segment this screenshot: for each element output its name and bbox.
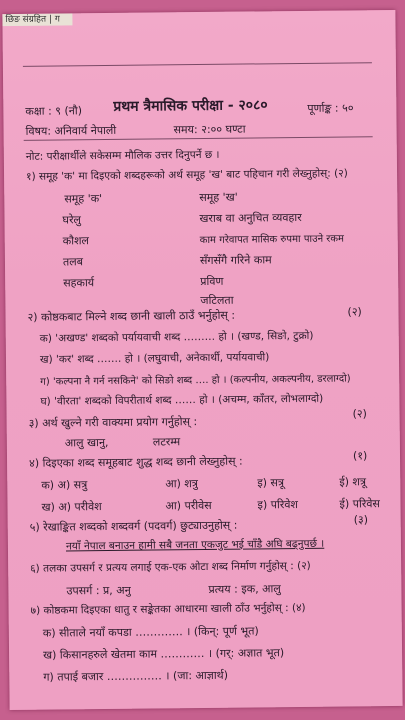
q5-sentence: नयाँ नेपाल बनाउन हामी सबै जनता एकजुट भई चाँडै अघि बढ्नुपर्छ । bbox=[65, 537, 325, 553]
q1-col-b-item: जटिलता bbox=[200, 293, 234, 308]
q1-col-b-title: समूह 'ख' bbox=[199, 190, 238, 205]
subject-label: विषय: अनिवार्य नेपाली bbox=[25, 123, 117, 138]
q1-col-a-title: समूह 'क' bbox=[64, 192, 103, 206]
q1-col-a-item: कौशल bbox=[62, 234, 90, 248]
q5-marks: (३) bbox=[353, 513, 369, 527]
q6-suffix: प्रत्यय : इक, आलु bbox=[208, 582, 281, 596]
time-label: समय: २:०० घण्टा bbox=[173, 122, 246, 137]
q3-word: आलु खानु, bbox=[64, 435, 109, 450]
exam-paper bbox=[2, 10, 402, 710]
q7-item: ग) तपाई बजार …………… । (जा: आज्ञार्थ) bbox=[43, 668, 229, 684]
q3-heading: ३) अर्थ खुल्ने गरी वाक्यमा प्रयोग गर्नुहोस् : bbox=[28, 415, 198, 430]
q1-col-b-item: खराब वा अनुचित व्यवहार bbox=[199, 210, 302, 226]
q4-marks: (१) bbox=[352, 449, 368, 463]
q2-item: ख) 'कर' शब्द ……. हो । (लघुवाची, अनेकार्थी, पर्यायवाची) bbox=[39, 351, 270, 366]
q4-option: क) अ) सत्रु bbox=[41, 478, 88, 492]
q3-marks: (२) bbox=[352, 407, 367, 421]
q1-col-b-item: प्रविण bbox=[200, 274, 224, 289]
top-strip: छिङ संग्रहित | ग bbox=[2, 13, 72, 26]
exam-title: प्रथम त्रैमासिक परीक्षा - २०८० bbox=[113, 97, 268, 115]
q4-option: ई) शत्रू bbox=[339, 475, 367, 489]
note: नोट: परीक्षार्थीले सकेसम्म मौलिक उत्तर दिनुपर्ने छ । bbox=[25, 148, 220, 163]
q4-option: इ) सत्रू bbox=[257, 476, 285, 490]
q5-heading: ५) रेखाङ्कित शब्दको शब्दवर्ग (पदवर्ग) छुट्याउनुहोस् : bbox=[29, 518, 238, 534]
q2-marks: (२) bbox=[347, 305, 362, 319]
q1-heading: १) समूह 'क' मा दिइएको शब्दहरूको अर्थ समूह 'ख' बाट पहिचान गरी लेख्नुहोस्: (२) bbox=[26, 167, 348, 183]
q7-item: ख) किसानहरुले खेतमा काम ………… । (गर्: अज्ञात भूत) bbox=[43, 646, 285, 662]
q1-col-a-item: सहकार्य bbox=[63, 276, 95, 290]
q1-col-a-item: घरेलु bbox=[62, 213, 82, 227]
q7-item: क) सीताले नयाँ कपडा …………. । (किन्: पूर्ण भूत) bbox=[42, 624, 259, 640]
q6-prefix: उपसर्ग : प्र, अनु bbox=[66, 583, 131, 598]
q6-heading: ६) तलका उपसर्ग र प्रत्यय लगाई एक-एक ओटा शब्द निर्माण गर्नुहोस् : (२) bbox=[30, 559, 311, 575]
q1-col-a-item: तलब bbox=[62, 255, 84, 269]
q2-item: घ) 'वीरता' शब्दको विपरीतार्थ शब्द …… हो । (अचम्म, काँतर, लोभलाग्दो) bbox=[40, 392, 324, 408]
q2-heading: २) कोष्ठकबाट मिल्ने शब्द छानी खाली ठाउँ भर्नुहोस् : bbox=[27, 308, 236, 324]
top-rule bbox=[23, 62, 372, 67]
q4-option: इ) परिवेश bbox=[257, 498, 298, 512]
full-marks: पूर्णाङ्क : ५० bbox=[307, 101, 354, 115]
q4-heading: ४) दिइएका शब्द समूहबाट शुद्ध शब्द छानी लेख्नुहोस् : bbox=[29, 454, 243, 470]
q4-option: ख) अ) परीवेश bbox=[41, 500, 102, 514]
class-label: कक्षा : ९ (नौ) bbox=[25, 104, 83, 118]
q1-col-b-item: सँगसँगै गरिने काम bbox=[199, 253, 272, 268]
q7-heading: ७) कोष्ठकमा दिइएका धातु र सङ्केतका आधारमा खाली ठाँउ भर्नुहोस् : (४) bbox=[30, 601, 306, 617]
q2-item: ग) 'कल्पना नै गर्न नसकिने' को सिङो शब्द …. हो । (कल्पनीय, अकल्पनीय, डरलाग्दो) bbox=[40, 373, 351, 388]
q3-word: लटरम्म bbox=[152, 435, 181, 449]
q4-option: आ) परीवेस bbox=[165, 498, 212, 513]
q1-col-b-item: काम गरेवापत मासिक रुपमा पाउने रकम bbox=[199, 233, 345, 247]
q2-item: क) 'अखण्ड' शब्दको पर्यायवाची शब्द ……… हो । (खण्ड, सिङो, टुक्रो) bbox=[39, 329, 314, 345]
q4-option: ई) परिवेस bbox=[339, 497, 380, 511]
q4-option: आ) शत्रु bbox=[165, 477, 198, 491]
